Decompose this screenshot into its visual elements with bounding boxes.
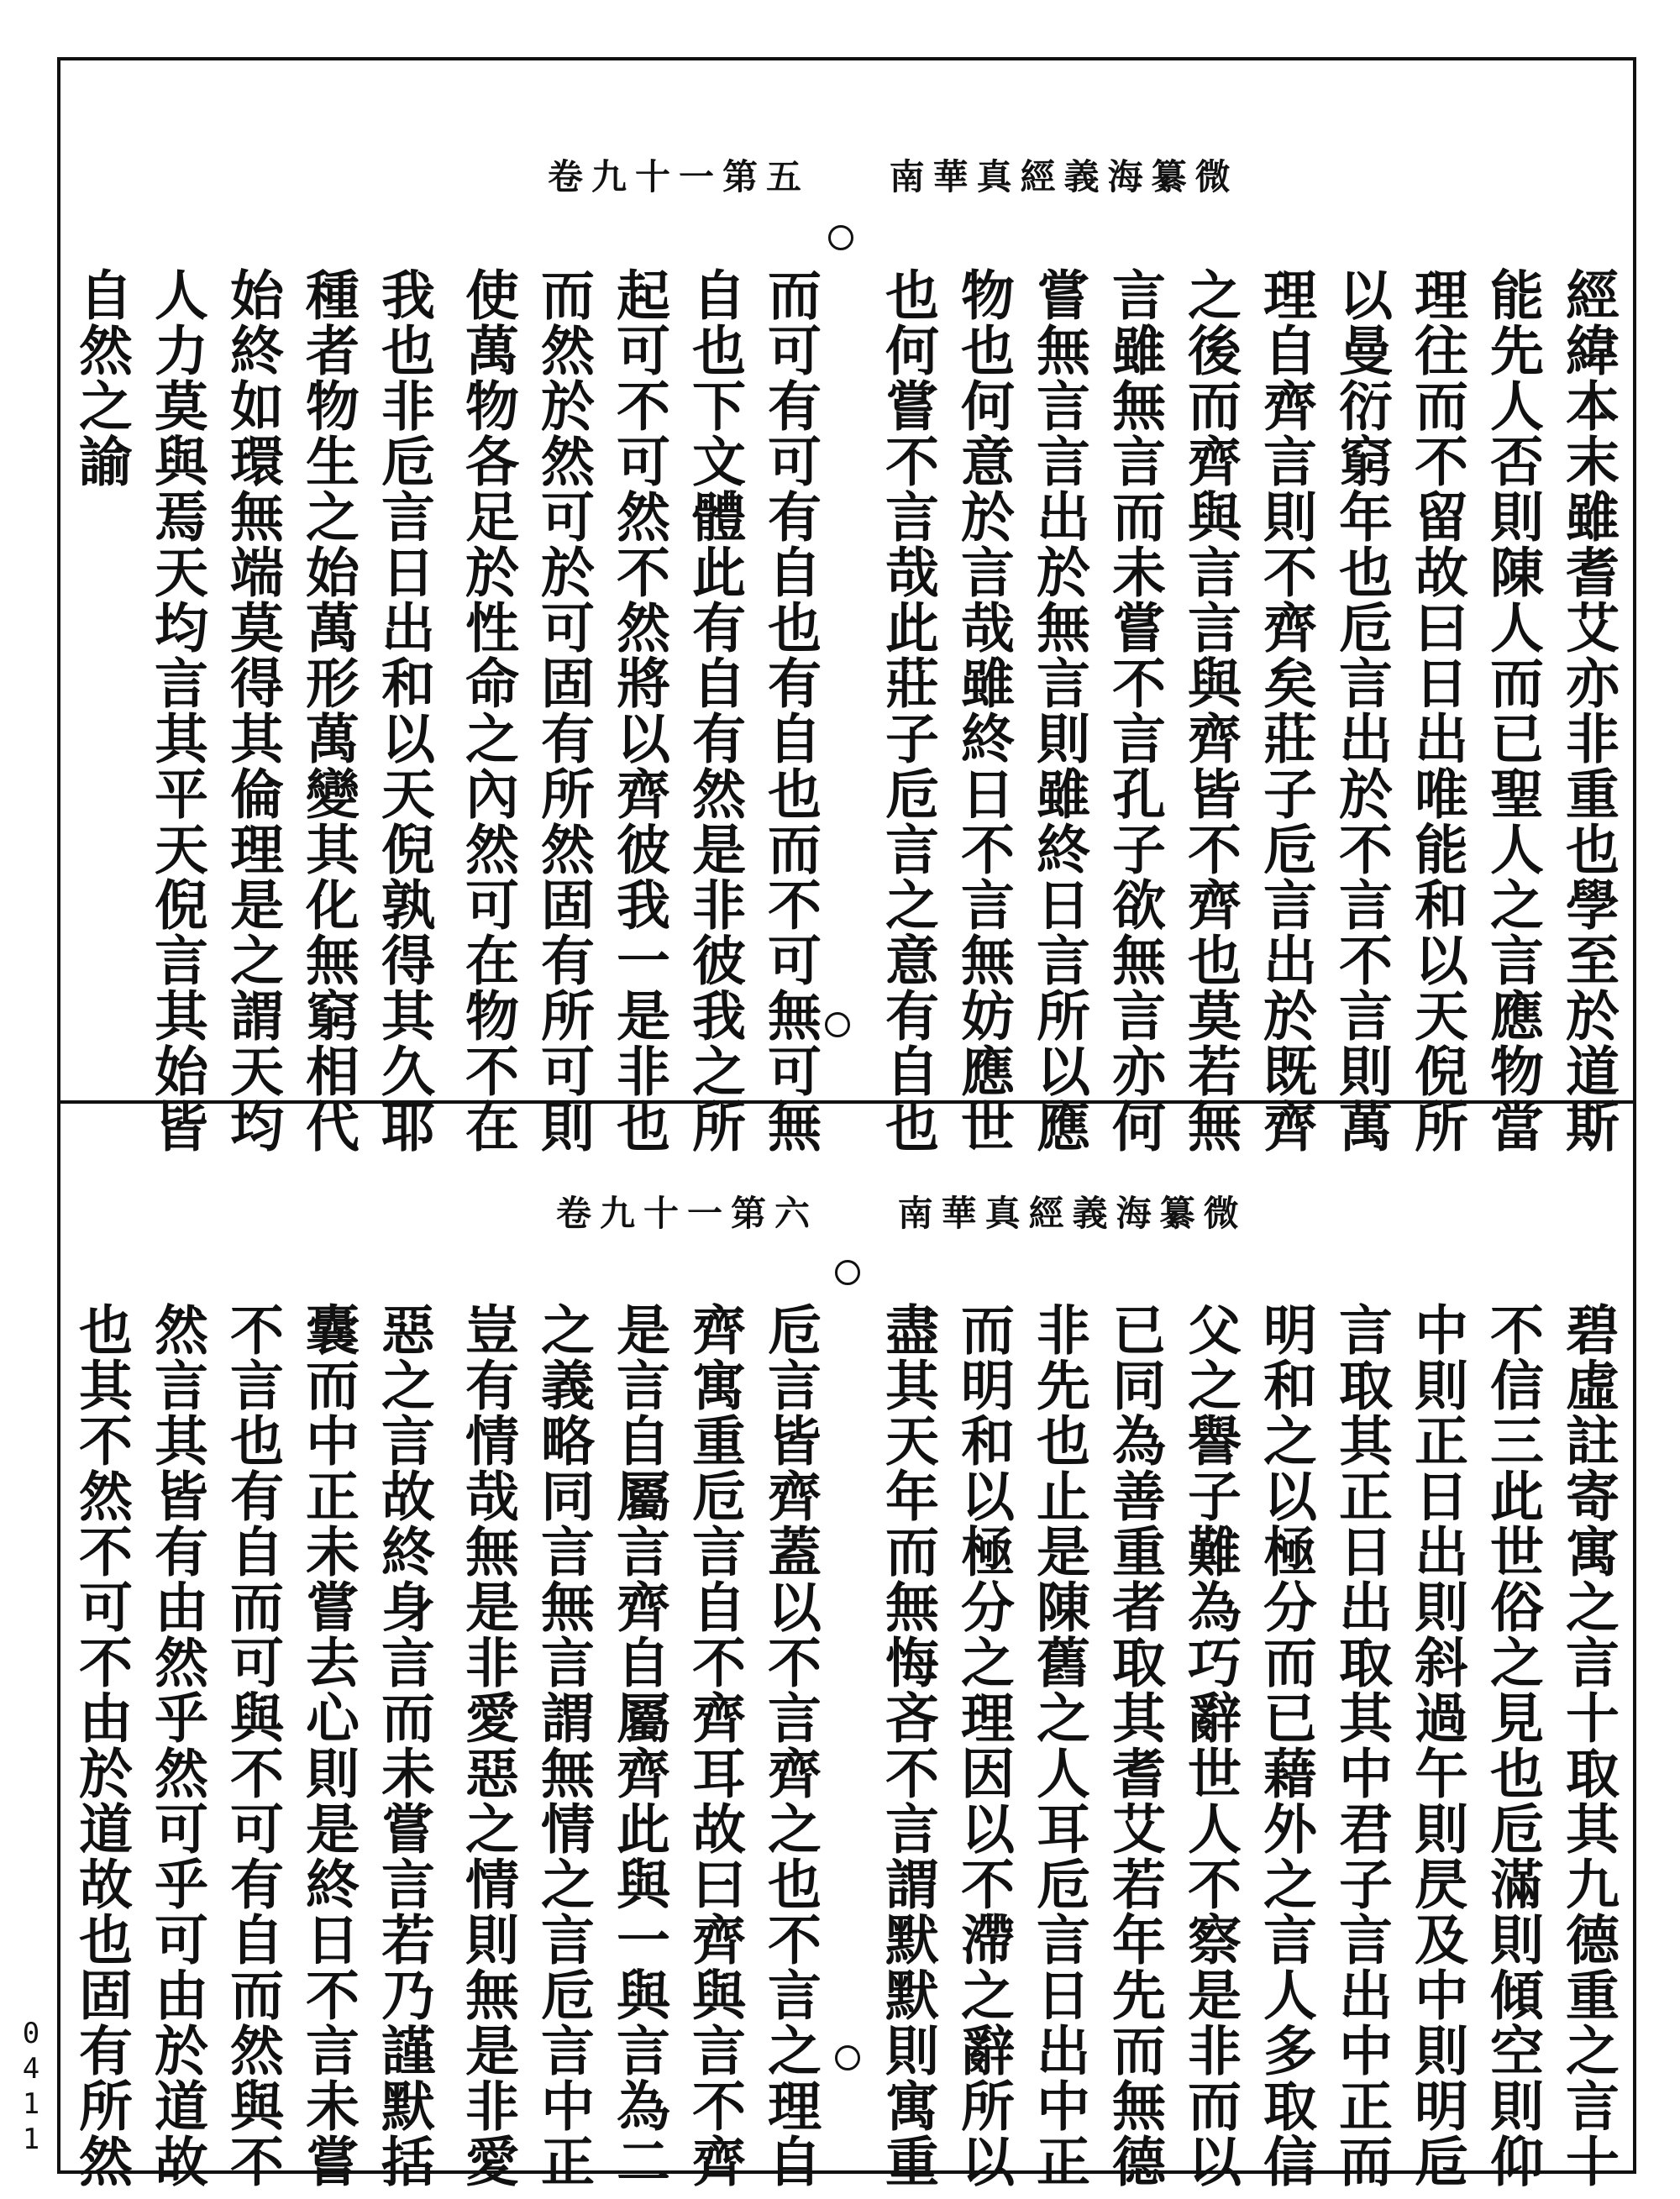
top-text-column: 自也下文體此有自有然是非彼我之所 bbox=[683, 267, 746, 1154]
top-text-column: 而然於然可於可固有所然固有所可則 bbox=[532, 267, 595, 1154]
page-frame bbox=[57, 57, 1636, 2174]
top-text-column: 也何嘗不言哉此莊子卮言之意有自也 bbox=[876, 267, 939, 1154]
bottom-text-column: 中則正日出則斜過午則昃及中則明卮 bbox=[1405, 1302, 1468, 2189]
bottom-text-column: 惡之言故終身言而未嘗言若乃謹默括 bbox=[372, 1302, 435, 2189]
page-number-digit: 0 bbox=[22, 2017, 40, 2050]
bottom-header-volume: 卷九十一第六 bbox=[556, 1193, 819, 1234]
top-header-title: 南華真經義海纂微 bbox=[889, 156, 1239, 197]
bottom-text-column: 不言也有自而可與不可有自而然與不 bbox=[221, 1302, 284, 2189]
bottom-text-column: 是言自屬言齊自屬齊此與一與言為二 bbox=[607, 1302, 670, 2189]
top-header bbox=[548, 150, 1239, 200]
bottom-side-circle-mark bbox=[835, 2045, 860, 2070]
bottom-text-column: 盡其天年而無悔吝不言謂默默則寓重 bbox=[876, 1302, 939, 2189]
page-number bbox=[18, 2016, 44, 2157]
half-divider bbox=[57, 1100, 1636, 1104]
top-text-column: 言雖無言而未嘗不言孔子欲無言亦何 bbox=[1103, 267, 1166, 1154]
bottom-text-column: 碧虛註寄寓之言十取其九德重之言十 bbox=[1557, 1302, 1620, 2189]
bottom-text-column: 豈有情哉無是非愛惡之情則無是非愛 bbox=[456, 1302, 519, 2189]
top-center-circle-mark bbox=[828, 225, 853, 250]
page-number-digit: 4 bbox=[22, 2052, 40, 2086]
top-header-volume: 卷九十一第五 bbox=[548, 156, 811, 197]
top-text-column: 以曼衍窮年也卮言出於不言不言則萬 bbox=[1330, 267, 1393, 1154]
bottom-text-column: 非先也止是陳舊之人耳卮言日出中正 bbox=[1027, 1302, 1090, 2189]
top-text-column: 經緯本末雖耆艾亦非重也學至於道斯 bbox=[1557, 267, 1620, 1154]
bottom-text-column: 而明和以極分之理因以不滯之辭所以 bbox=[952, 1302, 1015, 2189]
top-text-column: 能先人否則陳人而已聖人之言應物當 bbox=[1481, 267, 1544, 1154]
top-text-column: 種者物生之始萬形萬變其化無窮相代 bbox=[297, 267, 360, 1154]
top-text-column: 我也非卮言日出和以天倪孰得其久耶 bbox=[372, 267, 435, 1154]
top-text-column: 物也何意於言哉雖終日不言無妨應世 bbox=[952, 267, 1015, 1154]
bottom-text-column: 囊而中正未嘗去心則是終日不言未嘗 bbox=[297, 1302, 360, 2189]
top-text-column: 嘗無言言出於無言則雖終日言所以應 bbox=[1027, 267, 1090, 1154]
bottom-header-title: 南華真經義海纂微 bbox=[897, 1193, 1247, 1234]
bottom-header bbox=[556, 1186, 1247, 1236]
top-text-column: 起可不可然不然將以齊彼我一是非也 bbox=[607, 267, 670, 1154]
bottom-text-column: 父之譽子難為巧辭世人不察是非而以 bbox=[1179, 1302, 1242, 2189]
bottom-text-column: 明和之以極分而已藉外之言人多取信 bbox=[1254, 1302, 1317, 2189]
top-text-column: 而可有可有自也有自也而不可無可無 bbox=[759, 267, 822, 1154]
page-number-digit: 1 bbox=[22, 2123, 40, 2156]
top-text-column: 始終如環無端莫得其倫理是之謂天均 bbox=[221, 267, 284, 1154]
top-text-column: 使萬物各足於性命之內然可在物不在 bbox=[456, 267, 519, 1154]
top-text-column: 人力莫與焉天均言其平天倪言其始皆 bbox=[145, 267, 208, 1154]
top-text-column: 之後而齊與言言與齊皆不齊也莫若無 bbox=[1179, 267, 1242, 1154]
bottom-text-column: 卮言皆齊蓋以不言齊之也不言之理自 bbox=[759, 1302, 822, 2189]
top-text-column: 理自齊言則不齊矣莊子卮言出於既齊 bbox=[1254, 267, 1317, 1154]
bottom-text-column: 也其不然不可不由於道故也固有所然 bbox=[70, 1302, 133, 2189]
bottom-text-column: 齊寓重卮言自不齊耳故曰齊與言不齊 bbox=[683, 1302, 746, 2189]
bottom-text-column: 言取其正日出取其中君子言出中正而 bbox=[1330, 1302, 1393, 2189]
bottom-text-column: 之義略同言無言謂無情之言卮言中正 bbox=[532, 1302, 595, 2189]
top-side-circle-mark bbox=[825, 1012, 850, 1037]
top-text-column: 理往而不留故曰日出唯能和以天倪所 bbox=[1405, 267, 1468, 1154]
page-number-digit: 1 bbox=[22, 2087, 40, 2121]
bottom-center-circle-mark bbox=[835, 1260, 860, 1285]
top-text-column: 自然之諭 bbox=[70, 267, 133, 489]
bottom-text-column: 不信三此世俗之見也卮滿則傾空則仰 bbox=[1481, 1302, 1544, 2189]
bottom-text-column: 已同為善重者取其耆艾若年先而無德 bbox=[1103, 1302, 1166, 2189]
bottom-text-column: 然言其皆有由然乎然可乎可由於道故 bbox=[145, 1302, 208, 2189]
